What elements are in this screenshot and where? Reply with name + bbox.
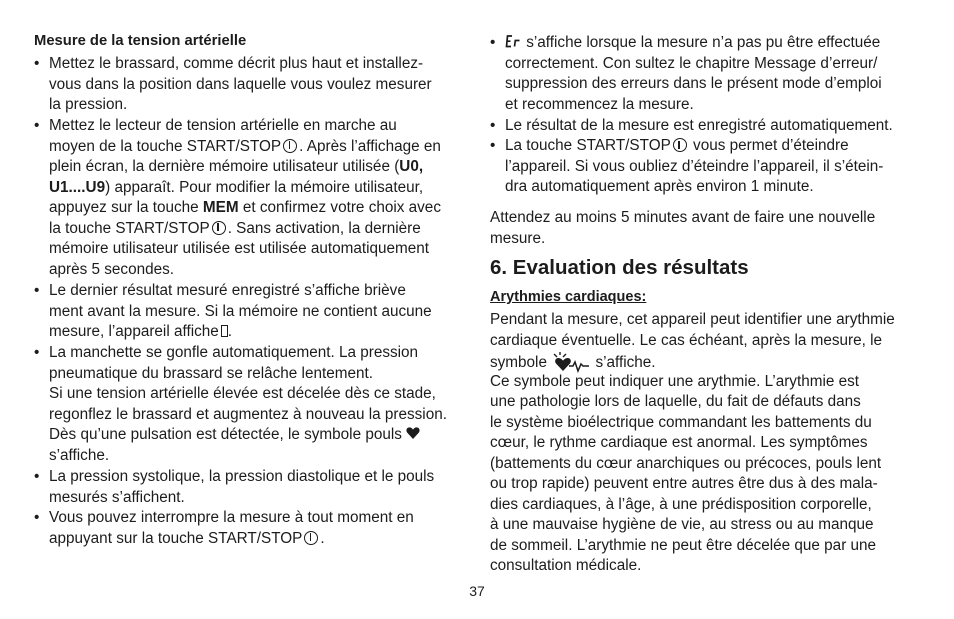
paragraph: Attendez au moins 5 minutes avant de faire une nouvelle [490, 209, 876, 226]
power-button-icon [304, 531, 318, 545]
error-er-icon [505, 34, 522, 49]
power-button-icon [673, 138, 687, 152]
paragraph: mesure. [490, 229, 546, 247]
power-button-icon [212, 221, 226, 235]
page-number: 37 [469, 583, 485, 599]
display-zero-icon [221, 325, 228, 337]
power-button-icon [283, 139, 297, 153]
subheading: Arythmies cardiaques: [490, 289, 647, 305]
section-title: 6. Evaluation des résultats [490, 256, 749, 279]
arrhythmia-icon [551, 351, 591, 373]
heart-pulse-icon [406, 426, 420, 440]
section-heading-measure: Mesure de la tension artérielle [34, 33, 247, 49]
